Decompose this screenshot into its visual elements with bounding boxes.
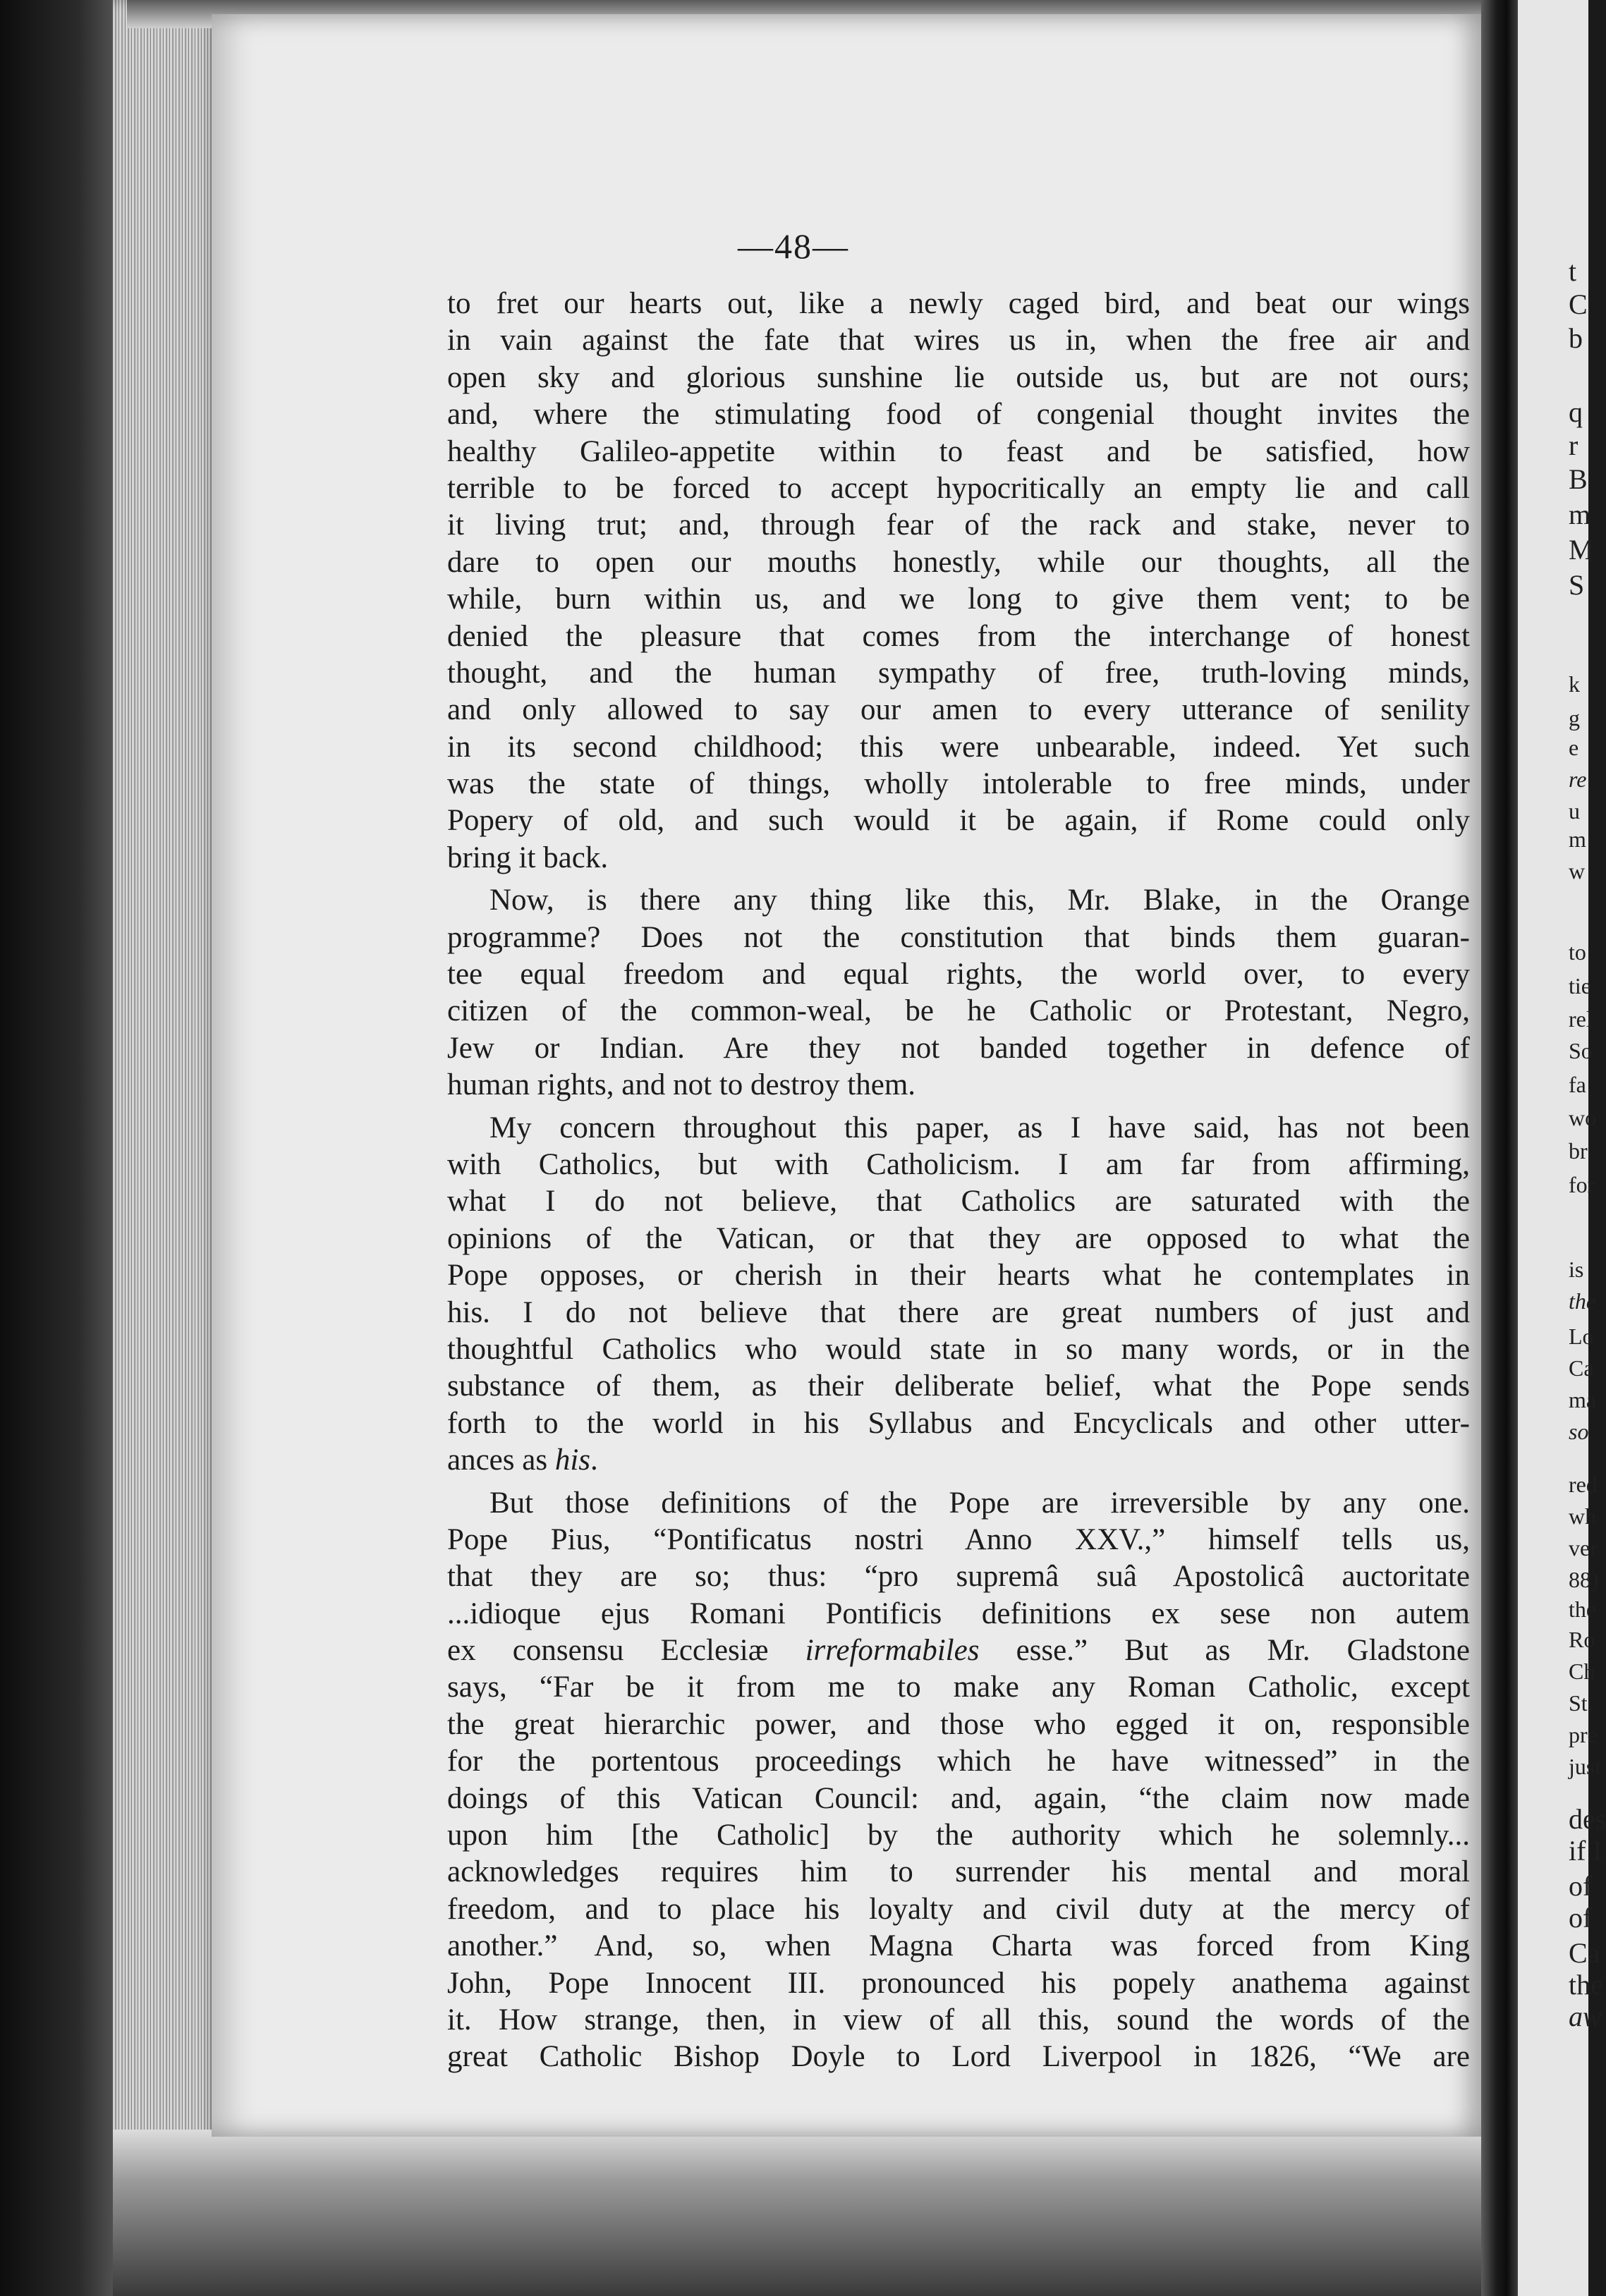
text-line: citizen of the common-weal, be he Catholic or Protestant, Negro, bbox=[447, 994, 1470, 1028]
text-line: the great hierarchic power, and those who egged it on, responsible bbox=[447, 1707, 1470, 1741]
next-page-edge bbox=[1518, 0, 1606, 2296]
paragraph-3 bbox=[447, 1110, 1470, 1479]
next-page-fragment: des bbox=[1569, 1803, 1606, 1835]
text-line: thought, and the human sympathy of free, truth-loving minds, bbox=[447, 656, 1470, 690]
next-page-fragment: re bbox=[1569, 767, 1587, 792]
next-page-fragment: br bbox=[1569, 1138, 1588, 1164]
text-line: But those definitions of the Pope are irreversible by any one. bbox=[489, 1486, 1470, 1520]
page-number: —48— bbox=[738, 226, 849, 266]
next-page-fragment: u bbox=[1569, 798, 1580, 824]
text-line: it. How strange, then, in view of all this, sound the words of the bbox=[447, 2003, 1470, 2037]
text-line: opinions of the Vatican, or that they are opposed to what the bbox=[447, 1221, 1470, 1255]
next-page-fragment: just bbox=[1569, 1754, 1602, 1779]
text-line: acknowledges requires him to surrender his mental and moral bbox=[447, 1855, 1470, 1889]
next-page-fragment: to bbox=[1569, 939, 1586, 965]
next-page-fragment: wh bbox=[1569, 1503, 1597, 1529]
text-line: Now, is there any thing like this, Mr. Blake, in the Orange bbox=[489, 884, 1470, 917]
next-page-fragment: St. bbox=[1569, 1690, 1593, 1716]
text-line: substance of them, as their deliberate belief, what the Pope sends bbox=[447, 1369, 1470, 1403]
book-gutter bbox=[1481, 0, 1518, 2296]
next-page-fragment: Lo bbox=[1569, 1324, 1594, 1349]
text-line: it living trut; and, through fear of the rack and stake, never to bbox=[447, 508, 1470, 542]
next-page-fragment: g bbox=[1569, 705, 1580, 731]
text-line: that they are so; thus: “pro supremâ suâ Apostolicâ auctoritate bbox=[447, 1560, 1470, 1594]
text-line: Pope opposes, or cherish in their hearts what he contemplates in bbox=[447, 1259, 1470, 1293]
next-page-fragment: q bbox=[1569, 396, 1583, 428]
next-page-fragment: ver bbox=[1569, 1535, 1598, 1561]
text-line: and, where the stimulating food of congenial thought invites the bbox=[447, 398, 1470, 432]
next-page-fragment: ma bbox=[1569, 1387, 1597, 1412]
text-line: with Catholics, but with Catholicism. I am far from affirming, bbox=[447, 1147, 1470, 1181]
next-page-fragment: k bbox=[1569, 671, 1580, 697]
next-page-fragment: 88) bbox=[1569, 1567, 1599, 1592]
paragraph-4 bbox=[447, 1485, 1470, 2076]
text-line: Jew or Indian. Are they not banded together in defence of bbox=[447, 1031, 1470, 1065]
text-line: to fret our hearts out, like a newly caged bird, and beat our wings bbox=[447, 287, 1470, 320]
text-line: open sky and glorious sunshine lie outside us, but are not ours; bbox=[447, 360, 1470, 394]
text-line: says, “Far be it from me to make any Roman Catholic, except bbox=[447, 1671, 1470, 1704]
text-line: bring it back. bbox=[447, 841, 609, 874]
text-line: ...idioque ejus Romani Pontificis definitions ex sese non autem bbox=[447, 1596, 1470, 1630]
next-page-fragment: S bbox=[1569, 569, 1585, 601]
text-line: freedom, and to place his loyalty and civil duty at the mercy of bbox=[447, 1892, 1470, 1926]
next-page-fragment: red bbox=[1569, 1472, 1598, 1497]
next-page-fragment: w bbox=[1569, 858, 1586, 884]
next-page-fragment: of bbox=[1569, 1902, 1593, 1934]
text-line: denied the pleasure that comes from the interchange of honest bbox=[447, 619, 1470, 653]
next-page-fragment: the bbox=[1569, 1969, 1603, 2001]
text-line: John, Pope Innocent III. pronounced his popely anathema against bbox=[447, 1966, 1470, 2000]
paragraph-1 bbox=[447, 286, 1470, 877]
next-page-fragment: Ch bbox=[1569, 1659, 1595, 1684]
next-page-fragment: pre bbox=[1569, 1722, 1598, 1747]
text-line: healthy Galileo-appetite within to feast and be satisfied, how bbox=[447, 434, 1470, 468]
next-page-fragment: Ca bbox=[1569, 1355, 1594, 1381]
text-line: terrible to be forced to accept hypocritically an empty lie and call bbox=[447, 471, 1470, 505]
text-line: Popery of old, and such would it be again, if Rome could only bbox=[447, 804, 1470, 838]
next-page-fragment: m bbox=[1569, 499, 1591, 530]
next-page-fragment: C bbox=[1569, 288, 1588, 320]
text-line: My concern throughout this paper, as I have said, has not been bbox=[489, 1111, 1470, 1144]
text-line: was the state of things, wholly intolerable to free minds, under bbox=[447, 767, 1470, 801]
body-text bbox=[447, 286, 1470, 2076]
page-bottom-edge bbox=[113, 2130, 1509, 2296]
next-page-fragment: t bbox=[1569, 255, 1577, 287]
text-line: another.” And, so, when Magna Charta was forced from King bbox=[447, 1929, 1470, 1963]
next-page-fragment: Ro bbox=[1569, 1627, 1595, 1652]
next-page-fragment: B bbox=[1569, 463, 1588, 495]
text-line: tee equal freedom and equal rights, the world over, to every bbox=[447, 958, 1470, 991]
next-page-fragment: M bbox=[1569, 534, 1594, 566]
next-page-fragment: b bbox=[1569, 322, 1583, 354]
next-page-fragment: the bbox=[1569, 1596, 1597, 1622]
text-line: upon him [the Catholic] by the authority which he solemnly... bbox=[447, 1819, 1470, 1852]
next-page-fragment: for bbox=[1569, 1172, 1595, 1197]
text-line: in its second childhood; this were unbearable, indeed. Yet such bbox=[447, 730, 1470, 764]
next-page-fragment: of bbox=[1569, 1870, 1593, 1902]
text-line: in vain against the fate that wires us in, when the free air and bbox=[447, 324, 1470, 358]
text-line: dare to open our mouths honestly, while our thoughts, all the bbox=[447, 545, 1470, 579]
text-line: while, burn within us, and we long to give them vent; to be bbox=[447, 582, 1470, 616]
text-line: human rights, and not to destroy them. bbox=[447, 1068, 916, 1102]
text-line: great Catholic Bishop Doyle to Lord Liverpool in 1826, “We are bbox=[447, 2040, 1470, 2074]
next-page-fragment: is bbox=[1569, 1257, 1584, 1282]
text-line: programme? Does not the constitution that binds them guaran- bbox=[447, 920, 1470, 954]
paragraph-2 bbox=[447, 882, 1470, 1104]
next-page-fragment: if I bbox=[1569, 1835, 1602, 1867]
next-page-fragment: fa bbox=[1569, 1072, 1586, 1097]
next-page-fragment: so bbox=[1569, 1419, 1589, 1444]
stacked-page-edges bbox=[113, 0, 219, 2296]
next-page-fragment: e bbox=[1569, 735, 1579, 760]
next-page-fragment: wo bbox=[1569, 1105, 1597, 1130]
next-page-fragment: rel bbox=[1569, 1006, 1593, 1032]
next-page-fragment: tie bbox=[1569, 973, 1591, 999]
text-line: what I do not believe, that Catholics are saturated with the bbox=[447, 1185, 1470, 1219]
next-page-fragment: So bbox=[1569, 1038, 1593, 1063]
next-page-fragment: Ca bbox=[1569, 1937, 1600, 1969]
next-page-fragment: r bbox=[1569, 429, 1578, 461]
text-line: his. I do not believe that there are great numbers of just and bbox=[447, 1295, 1470, 1329]
next-page-fragment: the bbox=[1569, 1288, 1597, 1314]
text-line: and only allowed to say our amen to every utterance of senility bbox=[447, 693, 1470, 727]
text-line: doings of this Vatican Council: and, again, “the claim now made bbox=[447, 1781, 1470, 1815]
paragraph-4-italic-line: ex consensu Ecclesiæ irreformabiles esse.” But as Mr. Gladstone bbox=[447, 1634, 1470, 1668]
paragraph-3-last-line: ances as his. bbox=[447, 1443, 598, 1477]
next-page-fragment: aw bbox=[1569, 2001, 1602, 2032]
text-line: for the portentous proceedings which he have witnessed” in the bbox=[447, 1745, 1470, 1778]
text-line: forth to the world in his Syllabus and Encyclicals and other utter- bbox=[447, 1406, 1470, 1440]
next-page-fragment: m bbox=[1569, 826, 1586, 852]
text-line: thoughtful Catholics who would state in so many words, or in the bbox=[447, 1332, 1470, 1366]
text-line: Pope Pius, “Pontificatus nostri Anno XXV.,” himself tells us, bbox=[447, 1522, 1470, 1556]
